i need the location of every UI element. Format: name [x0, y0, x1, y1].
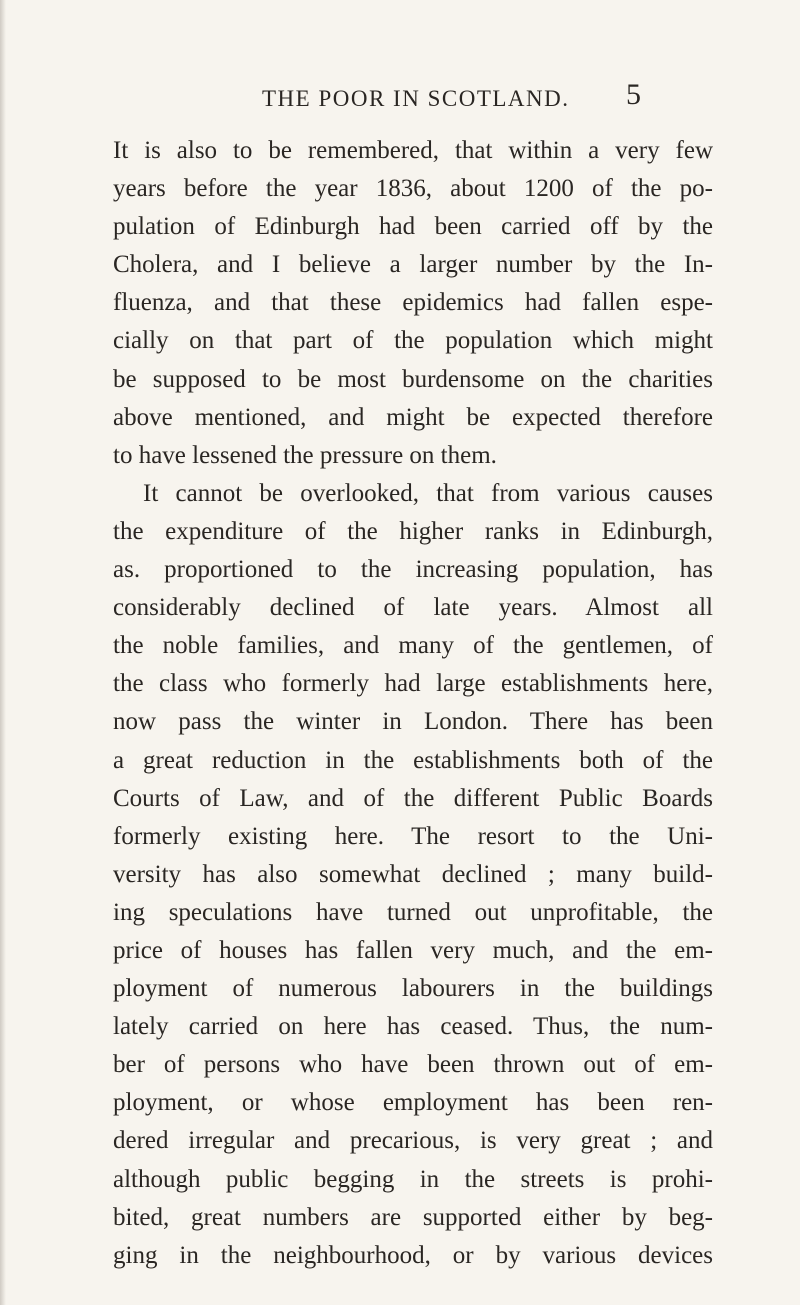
text-line: above mentioned, and might be expected therefore: [113, 403, 713, 431]
paragraph-start-line: It cannot be overlooked, that from various causes: [143, 479, 713, 507]
body-text: [113, 132, 713, 1275]
text-line: bited, great numbers are supported either by beg-: [113, 1203, 713, 1231]
text-line: as. proportioned to the increasing population, has: [113, 556, 713, 584]
text-line: the expenditure of the higher ranks in Edinburgh,: [113, 517, 713, 545]
text-line: the class who formerly had large establishments here,: [113, 670, 713, 698]
text-line: dered irregular and precarious, is very great ; and: [113, 1127, 713, 1155]
text-line: versity has also somewhat declined ; many build-: [113, 860, 713, 888]
text-line: ing speculations have turned out unprofitable, the: [113, 898, 713, 926]
text-line: considerably declined of late years. Almost all: [113, 594, 713, 622]
text-line: although public begging in the streets is prohi-: [113, 1165, 713, 1193]
text-line: be supposed to be most burdensome on the charities: [113, 365, 713, 393]
text-line: cially on that part of the population which might: [113, 327, 713, 355]
text-line: the noble families, and many of the gentlemen, of: [113, 632, 713, 660]
text-line: formerly existing here. The resort to the Uni-: [113, 822, 713, 850]
text-line: fluenza, and that these epidemics had fallen espe-: [113, 289, 713, 317]
text-line: to have lessened the pressure on them.: [113, 441, 497, 469]
text-line: ber of persons who have been thrown out of em-: [113, 1051, 713, 1079]
page-edge-shadow: [0, 0, 6, 1305]
text-line: It is also to be remembered, that within a very few: [113, 137, 713, 164]
text-line: lately carried on here has ceased. Thus, the num-: [113, 1013, 713, 1041]
text-line: Cholera, and I believe a larger number by the In-: [113, 251, 713, 279]
page-number: 5: [626, 78, 641, 111]
text-line: ployment of numerous labourers in the buildings: [113, 975, 713, 1003]
text-line: price of houses has fallen very much, and the em-: [113, 936, 713, 964]
text-line: pulation of Edinburgh had been carried off by the: [113, 213, 713, 241]
text-line: Courts of Law, and of the different Public Boards: [113, 784, 713, 812]
text-line: now pass the winter in London. There has been: [113, 708, 713, 736]
text-line: ging in the neighbourhood, or by various devices: [113, 1241, 713, 1269]
text-line: years before the year 1836, about 1200 of the po-: [113, 175, 713, 203]
text-line: a great reduction in the establishments both of the: [113, 746, 713, 774]
running-head: THE POOR IN SCOTLAND.: [262, 86, 570, 111]
text-line: ployment, or whose employment has been ren-: [113, 1089, 713, 1117]
